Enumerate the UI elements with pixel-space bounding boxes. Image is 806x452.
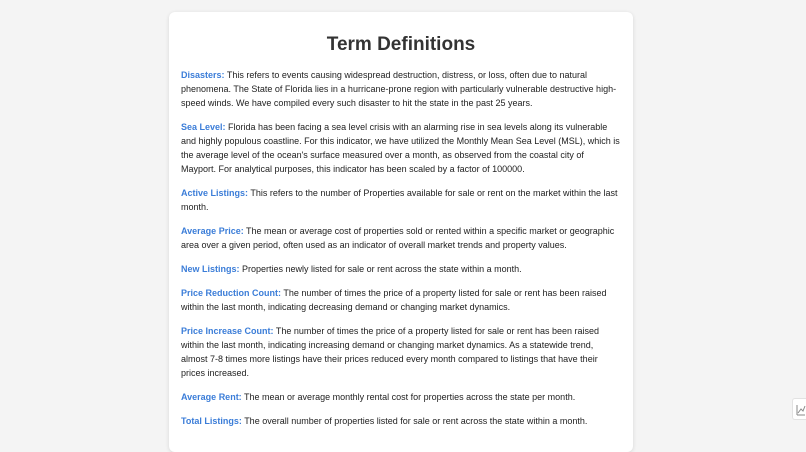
definition-average-rent [181,390,621,404]
definition-total-listings [181,414,621,428]
definition-price-increase-count [181,324,621,380]
chart-icon [793,399,806,421]
term-label: Average Price: [181,226,244,236]
term-description: The mean or average cost of properties sold or rented within a specific market or geographic area over a given period, often used as an indicator of overall market trends and property values. [181,226,615,250]
feedback-tab[interactable] [792,398,806,420]
definition-average-price [181,224,621,252]
definitions-card [169,12,633,452]
term-label: Sea Level: [181,122,226,132]
definition-disasters [181,68,621,110]
definition-sea-level [181,120,621,176]
term-label: Total Listings: [181,416,242,426]
term-description: This refers to the number of Properties available for sale or rent on the market within the last month. [181,188,618,212]
definition-price-reduction-count [181,286,621,314]
term-label: Price Increase Count: [181,326,274,336]
term-description: This refers to events causing widespread destruction, distress, or loss, often due to natural phenomena. The State of Florida lies in a hurricane-prone region with particularly vulnerable destructive high-speed winds. We have compiled every such disaster to hit the state in the past 25 years. [181,70,617,108]
term-description: The mean or average monthly rental cost for properties across the state per month. [244,392,576,402]
term-label: Average Rent: [181,392,242,402]
definition-active-listings [181,186,621,214]
term-description: The overall number of properties listed for sale or rent across the state within a month. [244,416,588,426]
term-description: The number of times the price of a property listed for sale or rent has been raised within the last month, indicating decreasing demand or changing market dynamics. [181,288,607,312]
term-label: New Listings: [181,264,240,274]
term-description: Properties newly listed for sale or rent across the state within a month. [242,264,522,274]
definition-new-listings [181,262,621,276]
term-label: Price Reduction Count: [181,288,282,298]
term-description: The number of times the price of a property listed for sale or rent has been raised within the last month, indicating increasing demand or changing market dynamics. As a statewide trend, almost 7-8 times more listings have their prices reduced every month compared to listings that have their prices increased. [181,326,600,378]
page-title: Term Definitions [326,34,476,55]
term-description: Florida has been facing a sea level crisis with an alarming rise in sea levels along its vulnerable and highly populous coastline. For this indicator, we have utilized the Monthly Mean Sea Level (MSL), which is the average level of the ocean's surface measured over a month, as observed from the coastal city of Mayport. For analytical purposes, this indicator has been scaled by a factor of 100000. [181,122,620,174]
term-label: Active Listings: [181,188,249,198]
term-label: Disasters: [181,70,225,80]
